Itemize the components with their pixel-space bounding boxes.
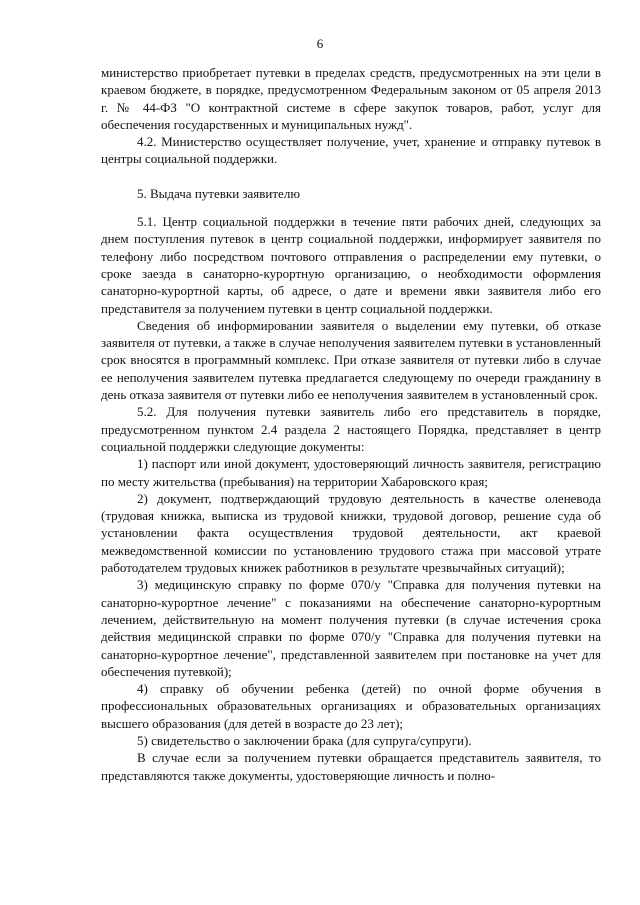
paragraph-informing-details: Сведения об информировании заявителя о выделении ему путевки, об отказе заявителя от путевки, а также в случае неполучения заявителем путевки в установленный срок вносятся в программный комплекс. При отказе заявителя от путевки либо в случае ее неполучения заявителем путевка предлагается следующему по очереди гражданину в день отказа заявителя от путевки либо ее неполучения заявителем в установленный срок.: [101, 317, 601, 403]
list-item-5-marriage-certificate: 5) свидетельство о заключении брака (для супруга/супруги).: [137, 732, 472, 748]
paragraph-representative: В случае если за получением путевки обращается представитель заявителя, то представляются также документы, удостоверяющие личность и полно-: [101, 750, 601, 783]
document-body: [101, 64, 601, 784]
paragraph-5-2: 5.2. Для получения путевки заявитель либо его представитель в порядке, предусмотренном пунктом 2.4 раздела 2 настоящего Порядка, представляет в центр социальной поддержки следующие документы:: [101, 404, 601, 454]
paragraph-5-1: 5.1. Центр социальной поддержки в течение пяти рабочих дней, следующих за днем поступления путевок в центр социальной поддержки, информирует заявителя по телефону либо посредством почтового отправления о распределении ему путевки, о сроке заезда в санаторно-курортную организацию, о необходимости оформления санаторно-курортной карты, об адресе, о дате и времени явки заявителя либо его представителя за получением путевки в центр социальной поддержки.: [101, 214, 601, 316]
section-heading-5: 5. Выдача путевки заявителю: [137, 185, 301, 201]
list-item-3-medical-certificate: 3) медицинскую справку по форме 070/у "Справка для получения путевки на санаторно-курортное лечение" с показаниями на обеспечение санаторно-курортным лечением, действительную на момент получения путевки (в случае истечения срока действия медицинской справки по форме 070/у "Справка для получения путевки на санаторно-курортное лечение", представленной заявителем при постановке на учет для обеспечения путевкой);: [101, 577, 601, 679]
paragraph-4-2: 4.2. Министерство осуществляет получение, учет, хранение и отправку путевок в центры социальной поддержки.: [101, 134, 601, 167]
list-item-2-work-document: 2) документ, подтверждающий трудовую деятельность в качестве оленевода (трудовая книжка, выписка из трудовой книжки, трудовой договор, решение суда об установлении факта осуществления трудовой деятельности, акт краевой межведомственной комиссии по установлению трудового стажа при массовой утрате работодателем трудовых книжек работников в результате чрезвычайных ситуаций);: [101, 490, 601, 576]
list-item-1-passport: 1) паспорт или иной документ, удостоверяющий личность заявителя, регистрацию по месту жительства (пребывания) на территории Хабаровского края;: [101, 456, 601, 489]
page-number: 6: [316, 36, 324, 51]
list-item-4-education-certificate: 4) справку об обучении ребенка (детей) по очной форме обучения в профессиональных образовательных организациях и образовательных организациях высшего образования (для детей в возрасте до 23 лет);: [101, 681, 601, 731]
paragraph-procurement-continuation: министерство приобретает путевки в пределах средств, предусмотренных на эти цели в краевом бюджете, в порядке, предусмотренном Федеральным законом от 05 апреля 2013 г. № 44-ФЗ "О контрактной системе в сфере закупок товаров, работ, услуг для обеспечения государственных и муниципальных нужд".: [101, 65, 601, 132]
